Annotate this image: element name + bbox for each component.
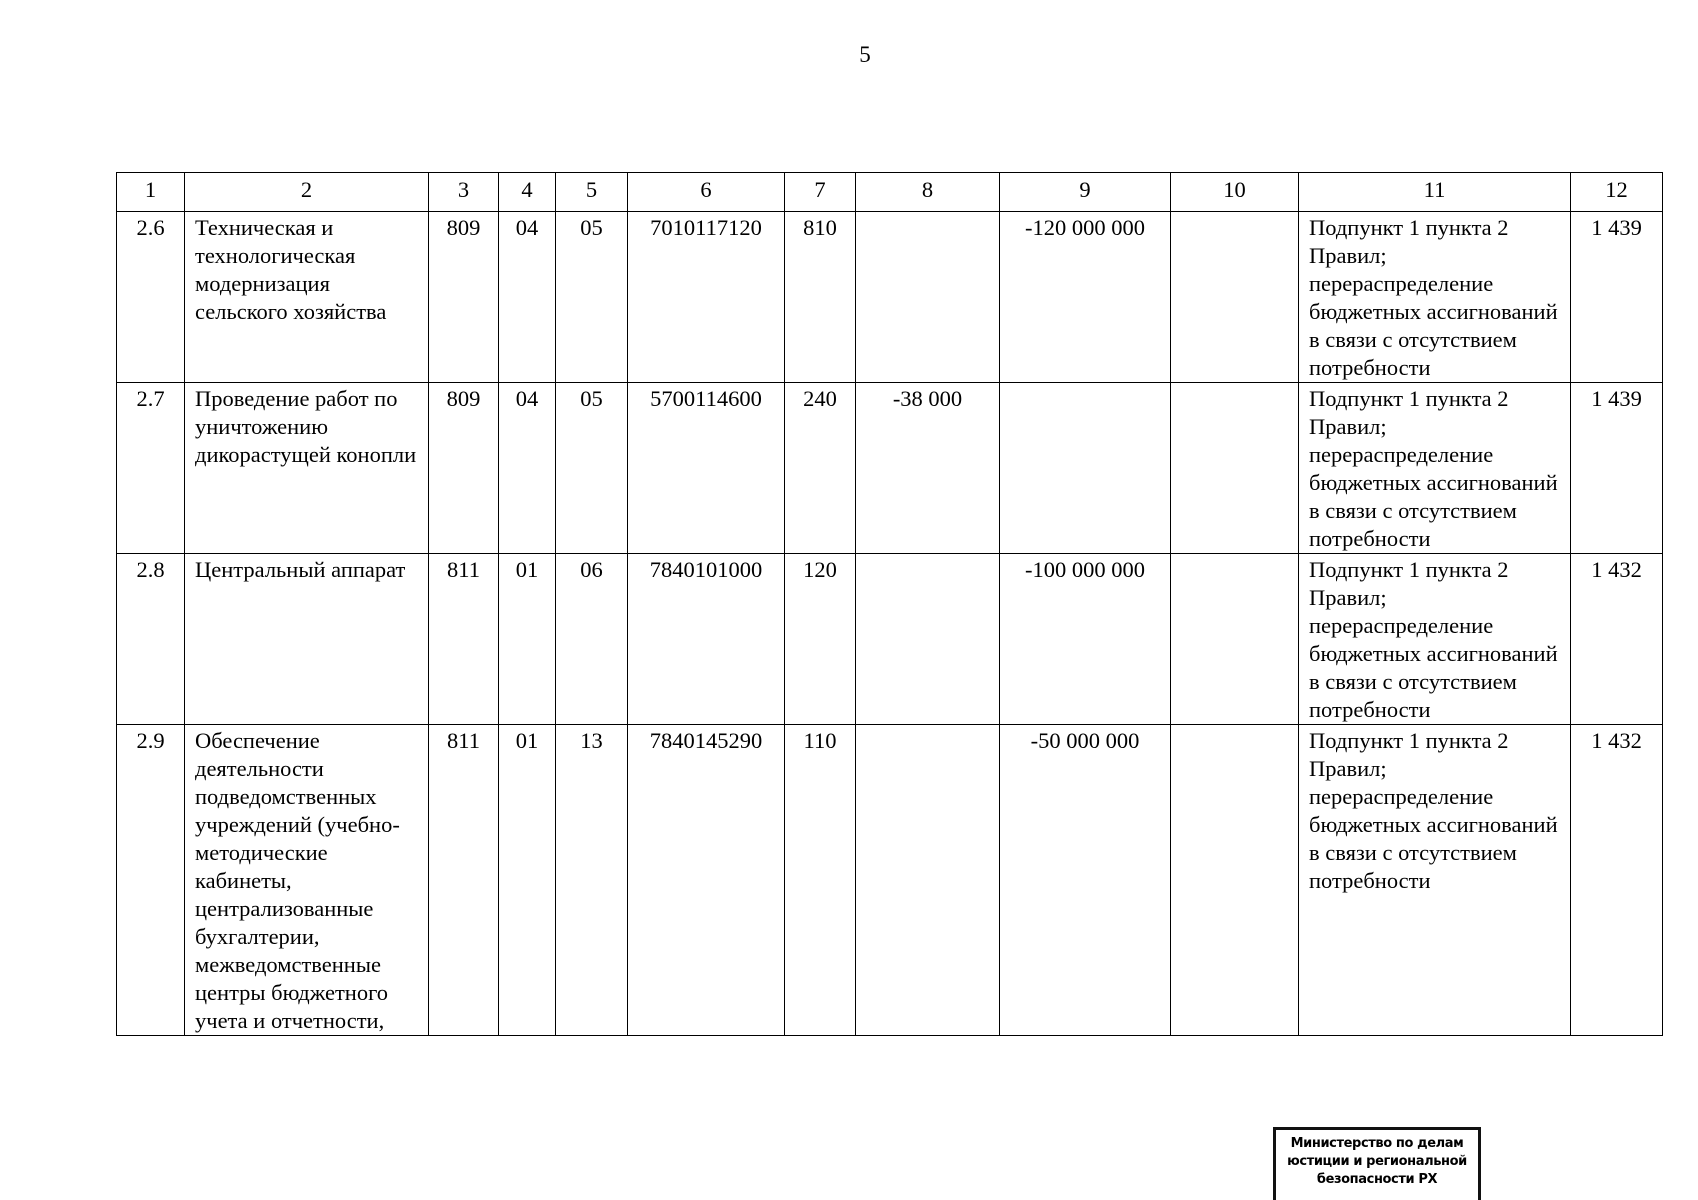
section-code: 04 (499, 212, 556, 383)
table-row (117, 212, 1663, 383)
expense-type-code: 120 (785, 554, 856, 725)
table-row (117, 554, 1663, 725)
stamp-line: безопасности РХ (1316, 1172, 1438, 1187)
amount-col9: -100 000 000 (1000, 554, 1171, 725)
header-cell: 3 (429, 173, 499, 212)
expense-name: Проведение работ по уничтожению дикорастущей конопли (185, 383, 429, 554)
reference-code: 1 432 (1571, 725, 1663, 1036)
header-cell: 12 (1571, 173, 1663, 212)
stamp-line: Министерство по делам (1290, 1136, 1464, 1151)
amount-col9: -50 000 000 (1000, 725, 1171, 1036)
ministry-stamp (1273, 1127, 1481, 1200)
section-code: 01 (499, 554, 556, 725)
row-number: 2.7 (117, 383, 185, 554)
header-cell: 4 (499, 173, 556, 212)
header-cell: 2 (185, 173, 429, 212)
ministry-code: 809 (429, 383, 499, 554)
row-number: 2.6 (117, 212, 185, 383)
header-cell: 8 (856, 173, 1000, 212)
amount-col10 (1171, 725, 1299, 1036)
expense-type-code: 240 (785, 383, 856, 554)
header-cell: 10 (1171, 173, 1299, 212)
expense-type-code: 810 (785, 212, 856, 383)
budget-table (116, 172, 1663, 1036)
subsection-code: 13 (556, 725, 628, 1036)
reference-code: 1 439 (1571, 212, 1663, 383)
basis-text: Подпункт 1 пункта 2 Правил; перераспределение бюджетных ассигнований в связи с отсутствием потребности (1299, 725, 1571, 1036)
expense-type-code: 110 (785, 725, 856, 1036)
amount-col8 (856, 554, 1000, 725)
ministry-code: 809 (429, 212, 499, 383)
amount-col10 (1171, 554, 1299, 725)
basis-text: Подпункт 1 пункта 2 Правил; перераспределение бюджетных ассигнований в связи с отсутствием потребности (1299, 554, 1571, 725)
amount-col10 (1171, 383, 1299, 554)
target-code: 7840145290 (628, 725, 785, 1036)
target-code: 7840101000 (628, 554, 785, 725)
ministry-code: 811 (429, 554, 499, 725)
section-code: 04 (499, 383, 556, 554)
header-cell: 9 (1000, 173, 1171, 212)
section-code: 01 (499, 725, 556, 1036)
subsection-code: 06 (556, 554, 628, 725)
ministry-code: 811 (429, 725, 499, 1036)
header-cell: 5 (556, 173, 628, 212)
table-row (117, 383, 1663, 554)
subsection-code: 05 (556, 383, 628, 554)
expense-name: Обеспечение деятельности подведомственных учреждений (учебно-методические кабинеты, централизованные бухгалтерии, межведомственные центры бюджетного учета и отчетности, (185, 725, 429, 1036)
reference-code: 1 439 (1571, 383, 1663, 554)
amount-col8 (856, 725, 1000, 1036)
header-cell: 7 (785, 173, 856, 212)
header-cell: 6 (628, 173, 785, 212)
target-code: 5700114600 (628, 383, 785, 554)
subsection-code: 05 (556, 212, 628, 383)
expense-name: Центральный аппарат (185, 554, 429, 725)
page-number: 5 (859, 42, 871, 67)
amount-col10 (1171, 212, 1299, 383)
target-code: 7010117120 (628, 212, 785, 383)
basis-text: Подпункт 1 пункта 2 Правил; перераспределение бюджетных ассигнований в связи с отсутствием потребности (1299, 383, 1571, 554)
table-row (117, 725, 1663, 1036)
header-row (117, 173, 1663, 212)
header-cell: 11 (1299, 173, 1571, 212)
reference-code: 1 432 (1571, 554, 1663, 725)
amount-col9 (1000, 383, 1171, 554)
expense-name: Техническая и технологическая модернизация сельского хозяйства (185, 212, 429, 383)
amount-col8 (856, 212, 1000, 383)
basis-text: Подпункт 1 пункта 2 Правил; перераспределение бюджетных ассигнований в связи с отсутствием потребности (1299, 212, 1571, 383)
header-cell: 1 (117, 173, 185, 212)
row-number: 2.9 (117, 725, 185, 1036)
row-number: 2.8 (117, 554, 185, 725)
amount-col9: -120 000 000 (1000, 212, 1171, 383)
stamp-line: юстиции и региональной (1287, 1154, 1467, 1169)
amount-col8: -38 000 (856, 383, 1000, 554)
